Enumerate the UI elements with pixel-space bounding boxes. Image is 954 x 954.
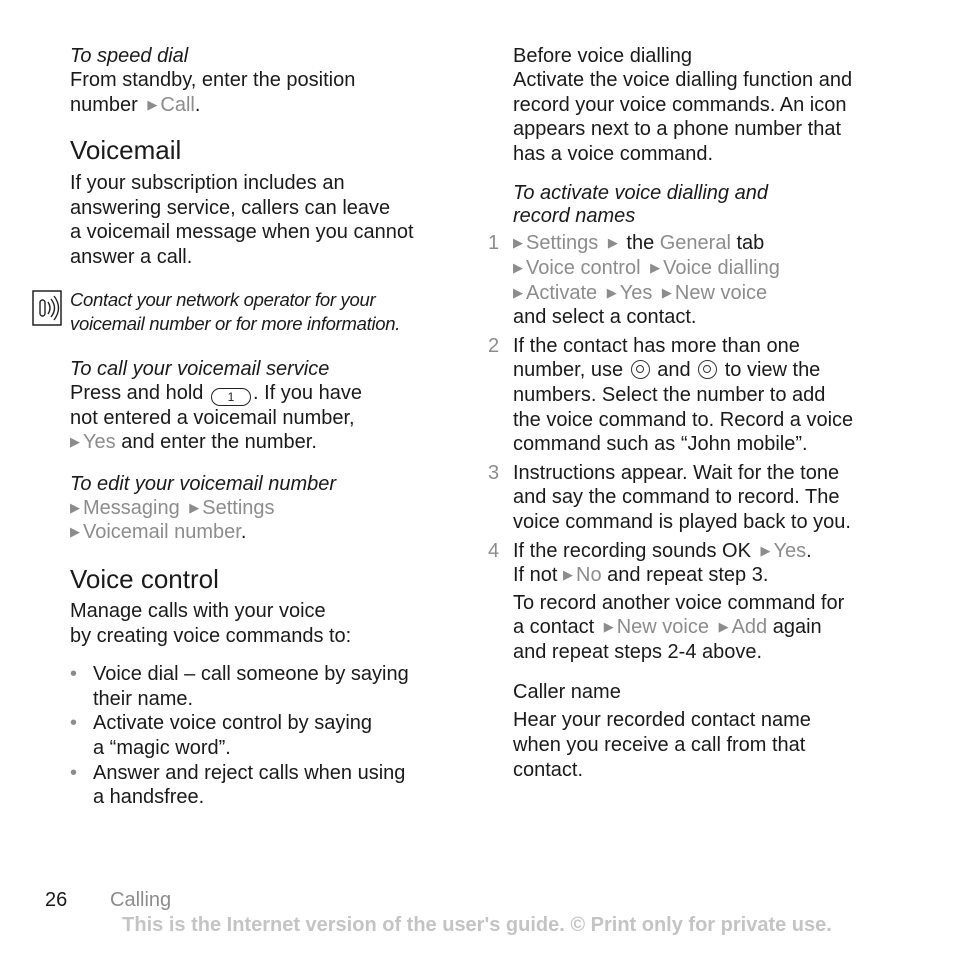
step-1: 1 ▶ Settings ▶ the General tab ▶ Voice control ▶ Voice dialling ▶ Activate ▶ Yes ▶ New voice and select a contact. bbox=[488, 232, 780, 329]
right-column bbox=[488, 44, 903, 782]
arrow-right-icon: ▶ bbox=[603, 619, 614, 635]
arrow-right-icon: ▶ bbox=[760, 542, 771, 558]
arrow-right-icon: ▶ bbox=[513, 284, 523, 300]
section-name: Calling bbox=[110, 889, 172, 911]
activate-heading: To activate voice dialling and record names bbox=[513, 182, 768, 228]
edit-voicemail-heading: To edit your voicemail number bbox=[70, 472, 337, 495]
list-item: • Activate voice control by saying a “magic word”. bbox=[70, 712, 373, 759]
voice-control-list bbox=[70, 662, 460, 810]
voice-control-title: Voice control bbox=[70, 563, 219, 594]
call-link: Call bbox=[160, 93, 195, 116]
navigation-up-icon bbox=[631, 360, 650, 379]
call-voicemail-heading: To call your voicemail service bbox=[70, 357, 330, 380]
edit-voicemail-path: ▶ Messaging ▶ Settings ▶ Voicemail number. bbox=[70, 496, 275, 544]
arrow-right-icon: ▶ bbox=[189, 499, 200, 515]
before-voice-dialling-heading: Before voice dialling bbox=[513, 45, 692, 67]
voicemail-note: Contact your network operator for your voicemail number or for more information. bbox=[70, 288, 460, 336]
list-item: • Answer and reject calls when using a handsfree. bbox=[70, 761, 406, 809]
arrow-right-icon: ▶ bbox=[661, 284, 672, 300]
arrow-right-icon: ▶ bbox=[606, 284, 617, 300]
caller-name-text: Hear your recorded contact name when you receive a call from that contact. bbox=[513, 709, 811, 781]
speed-dial-text: From standby, enter the position number ▶ Call. bbox=[70, 69, 356, 116]
speed-dial-heading: To speed dial bbox=[70, 45, 189, 67]
arrow-right-icon: ▶ bbox=[563, 567, 574, 583]
activate-steps bbox=[488, 231, 903, 587]
caller-name-heading: Caller name bbox=[513, 681, 621, 704]
arrow-right-icon: ▶ bbox=[513, 235, 523, 251]
before-voice-dialling-text: Activate the voice dialling function and record your voice commands. An icon appears next to a phone number that has a voice command. bbox=[513, 69, 853, 165]
step-2: 2 If the contact has more than one number, use and to view the numbers. Select the number to add the voice command to. Record a voice command such as “John mobile”. bbox=[488, 334, 854, 456]
arrow-right-icon: ▶ bbox=[147, 96, 158, 112]
voicemail-text: If your subscription includes an answering service, callers can leave a voicemail message when you cannot answer a call. bbox=[70, 172, 414, 268]
step-3: 3 Instructions appear. Wait for the tone and say the command to record. The voice command is played back to you. bbox=[488, 461, 851, 533]
arrow-right-icon: ▶ bbox=[70, 434, 80, 450]
arrow-right-icon: ▶ bbox=[650, 259, 661, 275]
yes-link: Yes bbox=[83, 431, 116, 454]
arrow-right-icon: ▶ bbox=[513, 259, 523, 275]
voicemail-title: Voicemail bbox=[70, 135, 182, 166]
call-voicemail-text: Press and hold 1 . If you have not entered a voicemail number, ▶ Yes and enter the number. bbox=[70, 381, 362, 454]
key-1-icon: 1 bbox=[211, 388, 251, 406]
voice-control-text: Manage calls with your voice by creating voice commands to: bbox=[70, 599, 352, 647]
step-4: 4 If the recording sounds OK ▶ Yes. If not ▶ No and repeat step 3. bbox=[488, 539, 812, 587]
record-another-text: To record another voice command for a contact ▶ New voice ▶ Add again and repeat steps 2-4 above. bbox=[513, 591, 845, 663]
list-item: • Voice dial – call someone by saying their name. bbox=[70, 663, 409, 710]
navigation-down-icon bbox=[698, 360, 717, 379]
arrow-right-icon: ▶ bbox=[718, 619, 729, 635]
internet-version-notice: This is the Internet version of the user's guide. © Print only for private use. bbox=[122, 914, 832, 936]
arrow-right-icon: ▶ bbox=[607, 235, 618, 251]
left-column bbox=[70, 44, 460, 810]
note-phone-icon bbox=[32, 290, 62, 326]
arrow-right-icon: ▶ bbox=[70, 524, 80, 540]
arrow-right-icon: ▶ bbox=[70, 499, 80, 515]
page-number: 26 bbox=[45, 889, 68, 911]
